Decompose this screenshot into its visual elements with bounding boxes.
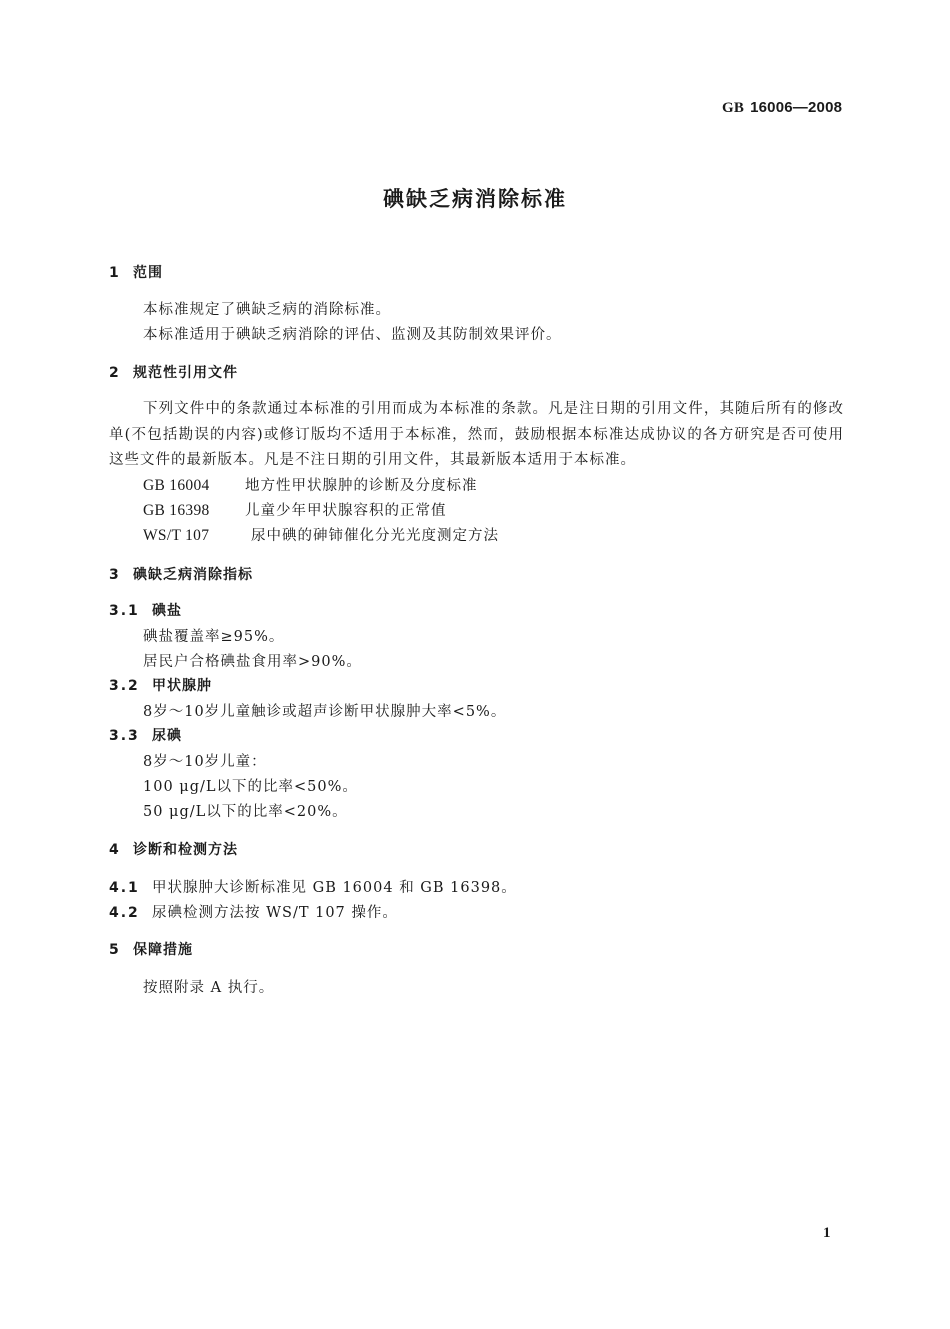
subsection-number: 3.1 [109, 603, 140, 619]
subsection-number: 3.3 [109, 728, 140, 744]
subsection-3-1-heading [109, 600, 182, 620]
subsection-title: 碘盐 [152, 603, 182, 619]
section-number: 5 [109, 942, 120, 958]
reference-code: GB 16004 [143, 477, 210, 494]
criterion-line: 8岁～10岁儿童： [143, 754, 267, 770]
reference-item [143, 524, 499, 545]
page-number: 1 [823, 1225, 831, 1241]
subsection-3-2-heading [109, 675, 212, 695]
section-5-heading [109, 939, 193, 959]
section-1-paragraph: 本标准规定了碘缺乏病的消除标准。 [143, 302, 391, 318]
criterion-line: 50 μg/L以下的比率<20%。 [143, 804, 348, 820]
section-4-heading [109, 839, 238, 859]
reference-title: 尿中碘的砷铈催化分光光度测定方法 [251, 528, 499, 544]
subsection-title: 甲状腺肿 [152, 678, 212, 694]
criterion-line: 100 μg/L以下的比率<50%。 [143, 779, 358, 795]
reference-item [143, 474, 478, 495]
subsection-number: 4.2 [109, 905, 140, 921]
section-number: 4 [109, 842, 120, 858]
reference-item [143, 499, 447, 520]
subsection-4-1 [109, 876, 517, 897]
section-title: 诊断和检测方法 [133, 842, 238, 858]
section-3-heading [109, 564, 253, 584]
subsection-3-3-heading [109, 725, 182, 745]
standard-prefix: GB [722, 100, 745, 116]
criterion-line: 居民户合格碘盐食用率>90%。 [143, 654, 362, 670]
subsection-title: 尿碘 [152, 728, 182, 744]
section-title: 范围 [133, 265, 163, 281]
criterion-line: 碘盐覆盖率≥95%。 [143, 629, 285, 645]
section-1-paragraph: 本标准适用于碘缺乏病消除的评估、监测及其防制效果评价。 [143, 327, 562, 343]
section-title: 碘缺乏病消除指标 [133, 567, 253, 583]
section-5-paragraph: 按照附录 A 执行。 [143, 980, 275, 996]
section-number: 2 [109, 365, 120, 381]
section-number: 1 [109, 265, 120, 281]
standard-code: 16006—2008 [750, 99, 843, 116]
reference-code: GB 16398 [143, 502, 210, 519]
reference-code: WS/T 107 [143, 527, 210, 544]
subsection-text: 尿碘检测方法按 WS/T 107 操作。 [152, 905, 398, 921]
section-title: 保障措施 [133, 942, 193, 958]
section-number: 3 [109, 567, 120, 583]
reference-title: 地方性甲状腺肿的诊断及分度标准 [245, 478, 478, 494]
standard-number [722, 99, 842, 117]
subsection-text: 甲状腺肿大诊断标准见 GB 16004 和 GB 16398。 [152, 880, 517, 896]
section-2-heading [109, 362, 238, 382]
subsection-4-2 [109, 901, 398, 922]
section-title: 规范性引用文件 [133, 365, 238, 381]
criterion-line: 8岁～10岁儿童触诊或超声诊断甲状腺肿大率<5%。 [143, 704, 507, 720]
document-title: 碘缺乏病消除标准 [383, 187, 567, 211]
subsection-number: 4.1 [109, 880, 140, 896]
section-1-heading [109, 262, 163, 282]
subsection-number: 3.2 [109, 678, 140, 694]
reference-title: 儿童少年甲状腺容积的正常值 [245, 503, 447, 519]
section-2-paragraph: 下列文件中的条款通过本标准的引用而成为本标准的条款。凡是注日期的引用文件，其随后所有的修改单(不包括勘误的内容)或修订版均不适用于本标准，然而，鼓励根据本标准达成协议的各方研究是否可使用这些文件的最新版本。凡是不注日期的引用文件，其最新版本适用于本标准。 [109, 401, 844, 468]
